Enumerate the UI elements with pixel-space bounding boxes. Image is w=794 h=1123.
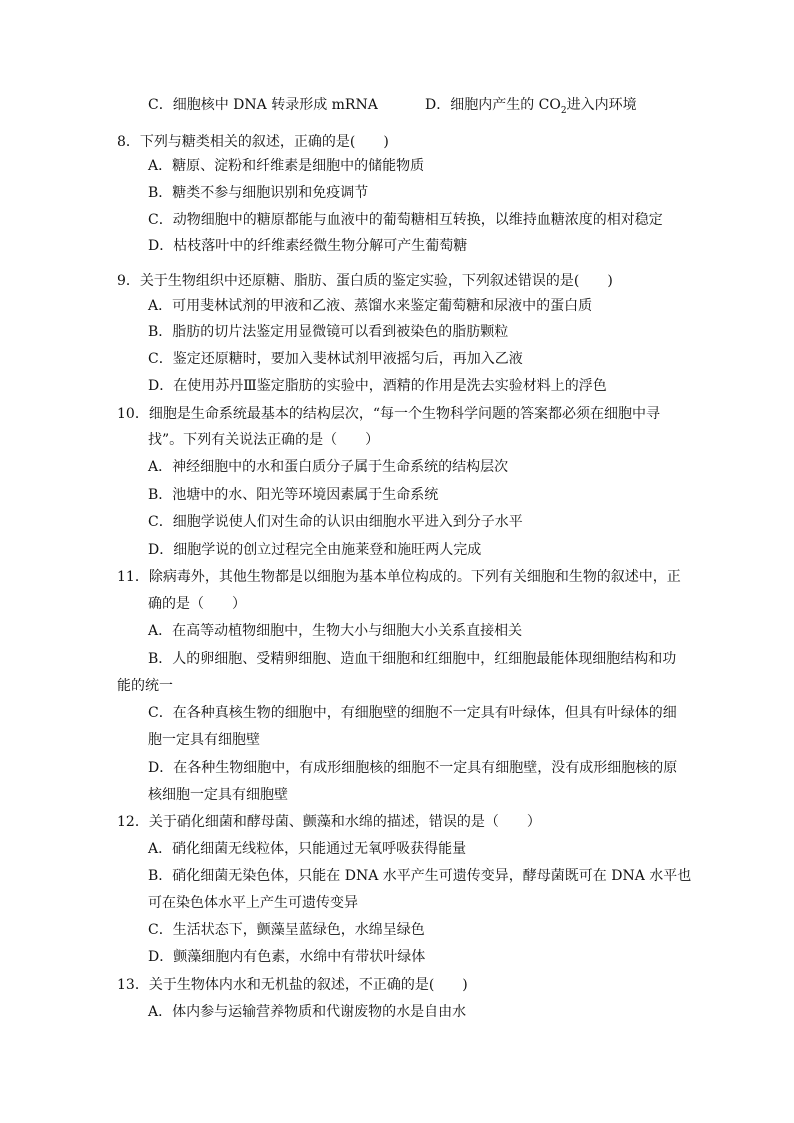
q8-stem: 8．下列与糖类相关的叙述，正确的是( ) <box>117 134 389 150</box>
q8-option-c: C．动物细胞中的糖原都能与血液中的葡萄糖相互转换，以维持血糖浓度的相对稳定 <box>148 212 663 228</box>
q13-option-a: A．体内参与运输营养物质和代谢废物的水是自由水 <box>148 1004 467 1020</box>
q7-option-d: D．细胞内产生的 $CO_2$进入内环境 <box>425 97 637 116</box>
q10-option-b: B．池塘中的水、阳光等环境因素属于生命系统 <box>148 487 439 503</box>
q9-stem: 9．关于生物组织中还原糖、脂肪、蛋白质的鉴定实验，下列叙述错误的是( ) <box>117 273 613 289</box>
q12-option-d: D．颤藻细胞内有色素，水绵中有带状叶绿体 <box>148 949 426 965</box>
q9-option-d: D．在使用苏丹Ⅲ鉴定脂肪的实验中，酒精的作用是洗去实验材料上的浮色 <box>148 378 607 394</box>
q8-option-a: A．糖原、淀粉和纤维素是细胞中的储能物质 <box>148 158 425 174</box>
q11-option-c-line2: 胞一定具有细胞壁 <box>148 732 260 748</box>
q8-option-b: B．糖类不参与细胞识别和免疫调节 <box>148 185 369 201</box>
q12-option-b-line1: B．硝化细菌无染色体，只能在 DNA 水平产生可遗传变异，酵母菌既可在 DNA 水平也 <box>148 868 692 884</box>
q10-stem-line1: 10．细胞是生命系统最基本的结构层次，“每一个生物科学问题的答案都必须在细胞中寻 <box>117 406 660 422</box>
q9-option-a: A．可用斐林试剂的甲液和乙液、蒸馏水来鉴定葡萄糖和尿液中的蛋白质 <box>148 298 593 314</box>
q11-option-d-line2: 核细胞一定具有细胞壁 <box>148 787 288 803</box>
q11-option-a: A．在高等动植物细胞中，生物大小与细胞大小关系直接相关 <box>148 623 523 639</box>
q10-stem-line2: 找”。下列有关说法正确的是（ ） <box>148 432 380 448</box>
q11-stem-line2: 确的是（ ） <box>148 596 246 612</box>
q11-option-b-line1: B．人的卵细胞、受精卵细胞、造血干细胞和红细胞中，红细胞最能体现细胞结构和功 <box>148 651 677 667</box>
q10-option-d: D．细胞学说的创立过程完全由施莱登和施旺两人完成 <box>148 542 482 558</box>
q11-option-c-line1: C．在各种真核生物的细胞中，有细胞壁的细胞不一定具有叶绿体，但具有叶绿体的细 <box>148 705 677 721</box>
q8-option-d: D．枯枝落叶中的纤维素经微生物分解可产生葡萄糖 <box>148 238 468 254</box>
q10-option-a: A．神经细胞中的水和蛋白质分子属于生命系统的结构层次 <box>148 459 509 475</box>
q12-option-a: A．硝化细菌无线粒体，只能通过无氧呼吸获得能量 <box>148 841 467 857</box>
q11-option-b-line2: 能的统一 <box>117 678 173 694</box>
q12-option-b-line2: 可在染色体水平上产生可遗传变异 <box>148 895 358 911</box>
q12-stem: 12．关于硝化细菌和酵母菌、颤藻和水绵的描述，错误的是（ ） <box>117 814 541 830</box>
q11-option-d-line1: D．在各种生物细胞中，有成形细胞核的细胞不一定具有细胞壁，没有成形细胞核的原 <box>148 760 678 776</box>
q10-option-c: C．细胞学说使人们对生命的认识由细胞水平进入到分子水平 <box>148 514 523 530</box>
q11-stem-line1: 11．除病毒外，其他生物都是以细胞为基本单位构成的。下列有关细胞和生物的叙述中，正 <box>117 569 681 585</box>
q12-option-c: C．生活状态下，颤藻呈蓝绿色，水绵呈绿色 <box>148 922 425 938</box>
q13-stem: 13．关于生物体内水和无机盐的叙述，不正确的是( ) <box>117 977 468 993</box>
q9-option-b: B．脂肪的切片法鉴定用显微镜可以看到被染色的脂肪颗粒 <box>148 324 509 340</box>
q9-option-c: C．鉴定还原糖时，要加入斐林试剂甲液摇匀后，再加入乙液 <box>148 351 523 367</box>
q7-option-c: C．细胞核中 DNA 转录形成 mRNA <box>148 97 378 113</box>
